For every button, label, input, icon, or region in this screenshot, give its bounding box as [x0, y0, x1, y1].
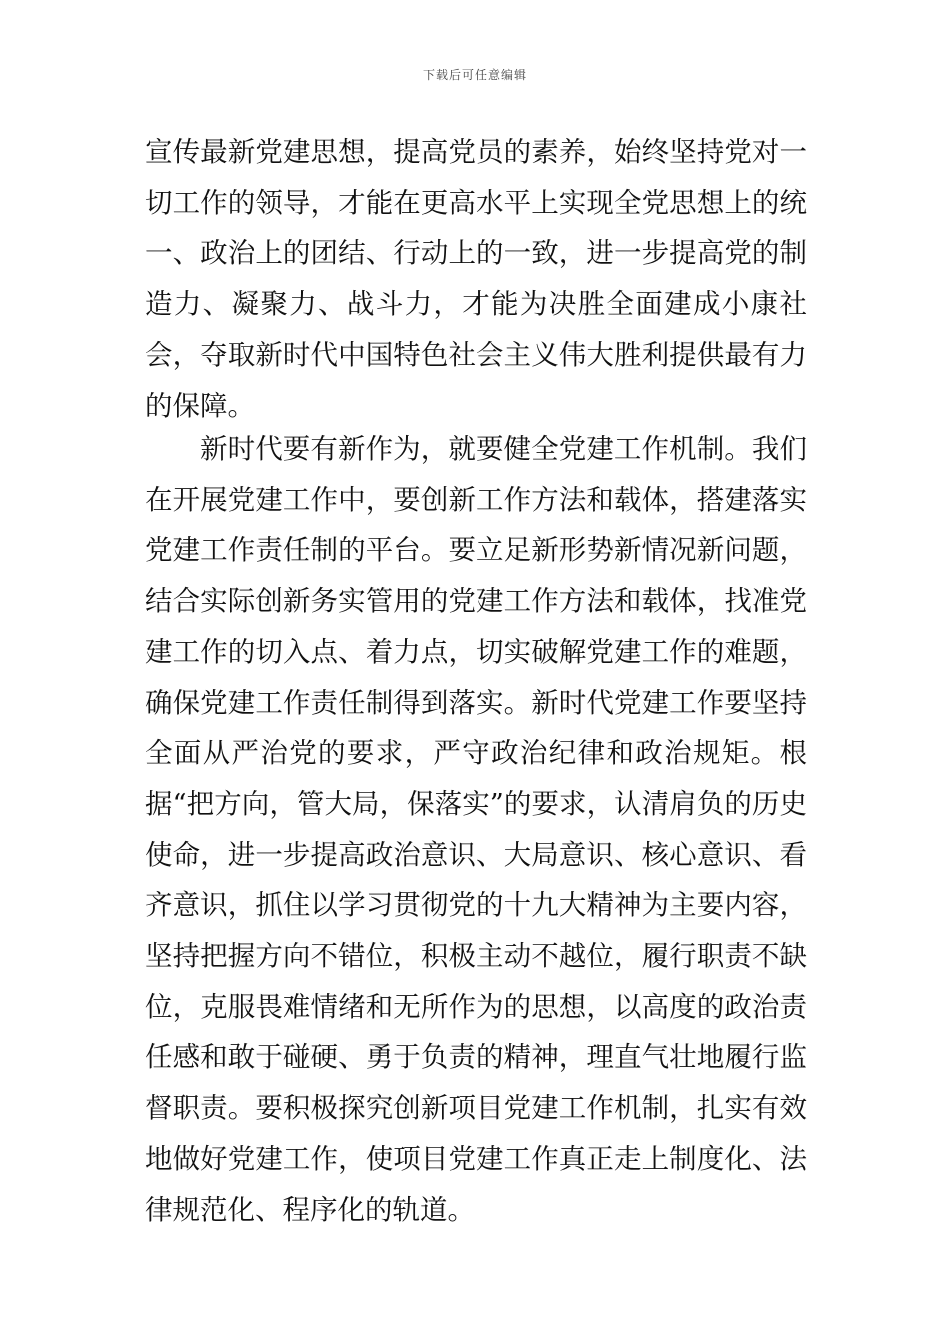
paragraph-2-text: 新时代要有新作为，就要健全党建工作机制。我们在开展党建工作中，要创新工作方法和载体，搭建落实党建工作责任制的平台。要立足新形势新情况新问题，结合实际创新务实管用的党建工作方法和载体，找准党建工作的切入点、着力点，切实破解党建工作的难题，确保党建工作责任制得到落实。新时代党建工作要坚持全面从严治党的要求，严守政治纪律和政治规矩。根据“把方向，管大局，保落实”的要求，认清肩负的历史使命，进一步提高政治意识、大局意识、核心意识、看齐意识，抓住以学习贯彻党的十九大精神为主要内容，坚持把握方向不错位，积极主动不越位，履行职责不缺位，克服畏难情绪和无所作为的思想，以高度的政治责任感和敢于碰硬、勇于负责的精神，理直气壮地履行监督职责。要积极探究创新项目党建工作机制，扎实有效地做好党建工作，使项目党建工作真正走上制度化、法律规范化、程序化的轨道。 — [145, 433, 807, 1226]
paragraph-1 — [145, 127, 807, 431]
paragraph-2 — [145, 424, 807, 1235]
page-header-note: 下载后可任意编辑 — [422, 68, 527, 82]
paragraph-1-text: 宣传最新党建思想，提高党员的素养，始终坚持党对一切工作的领导，才能在更高水平上实现全党思想上的统一、政治上的团结、行动上的一致，进一步提高党的制造力、凝聚力、战斗力，才能为决胜全面建成小康社会，夺取新时代中国特色社会主义伟大胜利提供最有力的保障。 — [145, 136, 807, 422]
